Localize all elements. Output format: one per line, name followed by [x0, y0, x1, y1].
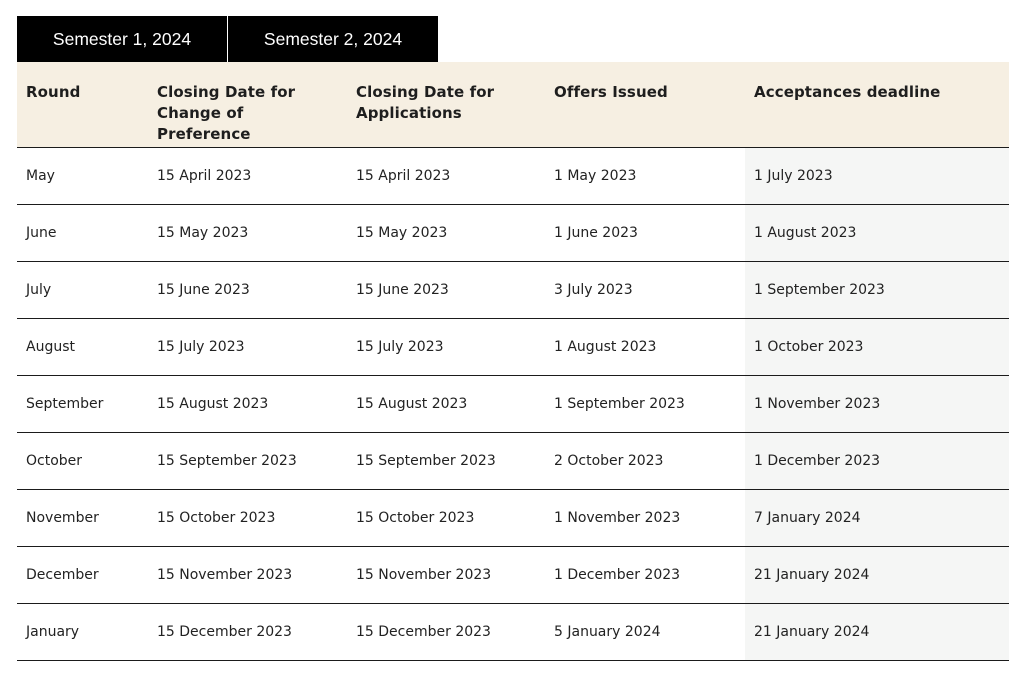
header-offers-issued: Offers Issued [554, 83, 668, 101]
table-row [17, 318, 1009, 375]
offer-rounds-table [17, 62, 1009, 661]
header-row [17, 62, 1009, 147]
offers-cell: 1 June 2023 [554, 224, 638, 241]
table-body [17, 147, 1009, 660]
table-row [17, 546, 1009, 603]
acceptances-cell: 1 October 2023 [745, 318, 1009, 375]
acceptances-cell: 1 August 2023 [745, 204, 1009, 261]
table-row [17, 432, 1009, 489]
header-round: Round [26, 83, 81, 101]
change-preference-cell: 15 April 2023 [157, 167, 252, 184]
table-row [17, 489, 1009, 546]
change-preference-cell: 15 December 2023 [157, 623, 292, 640]
table-row [17, 261, 1009, 318]
acceptances-cell: 1 September 2023 [745, 261, 1009, 318]
round-cell: December [26, 566, 99, 583]
change-preference-cell: 15 September 2023 [157, 452, 297, 469]
offers-cell: 1 December 2023 [554, 566, 681, 583]
semester-tabs [17, 16, 438, 62]
applications-cell: 15 August 2023 [356, 395, 468, 412]
acceptances-cell: 1 July 2023 [745, 147, 1009, 204]
tab-semester-2[interactable]: Semester 2, 2024 [263, 29, 403, 49]
round-cell: September [26, 395, 104, 412]
offers-cell: 1 September 2023 [554, 395, 685, 412]
applications-cell: 15 November 2023 [356, 566, 492, 583]
round-cell: August [26, 338, 75, 355]
offers-cell: 5 January 2024 [554, 623, 661, 640]
round-cell: June [26, 224, 57, 241]
tab-semester-1[interactable]: Semester 1, 2024 [17, 16, 228, 62]
acceptances-cell: 21 January 2024 [745, 603, 1009, 660]
header-closing-change-preference: Closing Date for Change of Preference [157, 83, 296, 143]
table-row [17, 375, 1009, 432]
round-cell: October [26, 452, 83, 469]
round-cell: July [26, 281, 52, 298]
offers-cell: 1 August 2023 [554, 338, 657, 355]
header-acceptances-deadline: Acceptances deadline [754, 83, 941, 101]
round-cell: May [26, 167, 55, 184]
table-row [17, 147, 1009, 204]
table-row [17, 603, 1009, 660]
applications-cell: 15 October 2023 [356, 509, 475, 526]
acceptances-cell: 7 January 2024 [745, 489, 1009, 546]
acceptances-cell: 1 November 2023 [745, 375, 1009, 432]
applications-cell: 15 April 2023 [356, 167, 451, 184]
applications-cell: 15 September 2023 [356, 452, 496, 469]
acceptances-cell: 21 January 2024 [745, 546, 1009, 603]
header-closing-applications: Closing Date for Applications [356, 83, 495, 122]
offers-cell: 2 October 2023 [554, 452, 664, 469]
applications-cell: 15 July 2023 [356, 338, 444, 355]
change-preference-cell: 15 July 2023 [157, 338, 245, 355]
round-cell: January [26, 623, 80, 640]
offers-cell: 1 May 2023 [554, 167, 637, 184]
change-preference-cell: 15 August 2023 [157, 395, 269, 412]
acceptances-cell: 1 December 2023 [745, 432, 1009, 489]
applications-cell: 15 May 2023 [356, 224, 448, 241]
change-preference-cell: 15 June 2023 [157, 281, 250, 298]
table-header [17, 62, 1009, 147]
offers-cell: 1 November 2023 [554, 509, 681, 526]
applications-cell: 15 December 2023 [356, 623, 491, 640]
change-preference-cell: 15 November 2023 [157, 566, 293, 583]
applications-cell: 15 June 2023 [356, 281, 449, 298]
change-preference-cell: 15 October 2023 [157, 509, 276, 526]
offers-cell: 3 July 2023 [554, 281, 633, 298]
change-preference-cell: 15 May 2023 [157, 224, 249, 241]
round-cell: November [26, 509, 99, 526]
table-row [17, 204, 1009, 261]
